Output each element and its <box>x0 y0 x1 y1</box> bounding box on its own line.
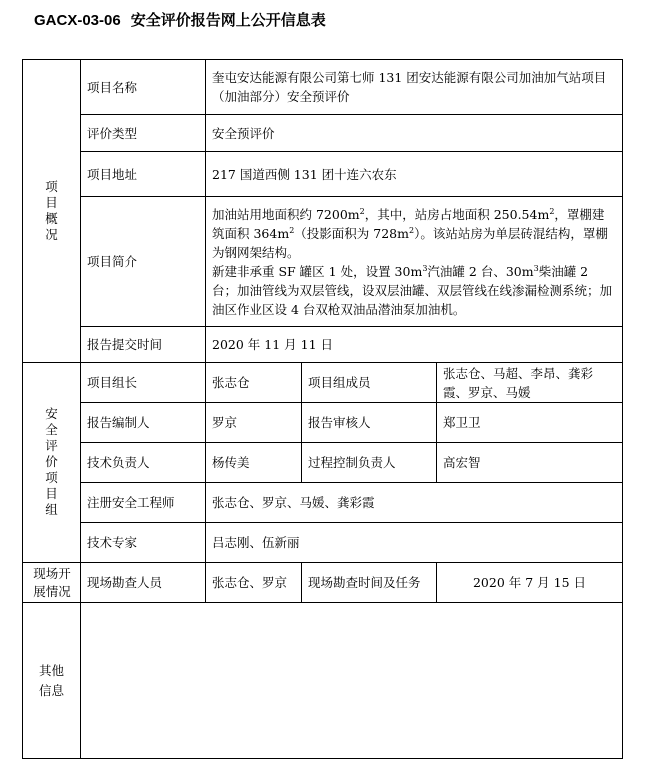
surveyors-label: 现场勘查人员 <box>81 563 206 603</box>
info-table <box>22 59 623 759</box>
editor-value: 罗京 <box>206 403 302 443</box>
project-name-value: 奎屯安达能源有限公司第七师 131 团安达能源有限公司加油加气站项目（加油部分）安全预评价 <box>206 60 623 115</box>
section-team <box>23 363 81 563</box>
intro-label: 项目简介 <box>81 197 206 327</box>
row-submit-time <box>23 327 623 363</box>
reviewer-value: 郑卫卫 <box>437 403 623 443</box>
process-lead-label: 过程控制负责人 <box>302 443 437 483</box>
survey-time-label: 现场勘查时间及任务 <box>302 563 437 603</box>
intro-paragraph-2: 新建非承重 SF 罐区 1 处，设置 $30m^3$汽油罐 2 台、$30m^3$柴油罐 2 台；加油管线为双层管线，设双层油罐、双层管线在线渗漏检测系统；加油区作业区设 4 台双枪双油品潜油泵加油机。 <box>212 263 613 317</box>
section-other-label: 其他信息 <box>38 662 64 698</box>
submit-time-value: 2020 年 11 月 11 日 <box>206 327 623 363</box>
experts-label: 技术专家 <box>81 523 206 563</box>
section-overview <box>23 60 81 363</box>
address-label: 项目地址 <box>81 152 206 197</box>
experts-value: 吕志刚、伍新丽 <box>206 523 623 563</box>
document-title <box>34 8 326 32</box>
section-other <box>23 603 81 759</box>
surveyors-value: 张志仓、罗京 <box>206 563 302 603</box>
process-lead-value: 高宏智 <box>437 443 623 483</box>
row-leader <box>23 363 623 403</box>
section-team-label: 安全评价项目组 <box>45 406 58 517</box>
survey-time-value: 2020 年 7 月 15 日 <box>437 563 623 603</box>
leader-label: 项目组长 <box>81 363 206 403</box>
row-other <box>23 603 623 759</box>
engineers-value: 张志仓、罗京、马媛、龚彩霞 <box>206 483 623 523</box>
leader-value: 张志仓 <box>206 363 302 403</box>
row-intro <box>23 197 623 327</box>
intro-paragraph-1: 加油站用地面积约 $7200m^2$，其中，站房占地面积 $250.54m^2$，罩棚建筑面积 $364m^2$（投影面积为 $728m^2$）。该站站房为单层砖混结构，罩棚为钢网架结构。 <box>212 206 608 260</box>
section-site <box>23 563 81 603</box>
editor-label: 报告编制人 <box>81 403 206 443</box>
row-tech-lead <box>23 443 623 483</box>
row-experts <box>23 523 623 563</box>
document-title-text: 安全评价报告网上公开信息表 <box>130 11 326 29</box>
project-name-label: 项目名称 <box>81 60 206 115</box>
eval-type-label: 评价类型 <box>81 115 206 152</box>
address-value: 217 国道西侧 131 团十连六农东 <box>206 152 623 197</box>
reviewer-label: 报告审核人 <box>302 403 437 443</box>
row-eval-type <box>23 115 623 152</box>
submit-time-label: 报告提交时间 <box>81 327 206 363</box>
tech-lead-value: 杨传美 <box>206 443 302 483</box>
row-engineers <box>23 483 623 523</box>
members-label: 项目组成员 <box>302 363 437 403</box>
row-site <box>23 563 623 603</box>
eval-type-value: 安全预评价 <box>206 115 623 152</box>
row-editor <box>23 403 623 443</box>
intro-value <box>206 197 623 327</box>
section-site-label: 现场开展情况 <box>33 565 71 599</box>
row-project-name <box>23 60 623 115</box>
members-value: 张志仓、马超、李昂、龚彩霞、罗京、马媛 <box>437 363 623 403</box>
other-value <box>81 603 623 759</box>
row-address <box>23 152 623 197</box>
engineers-label: 注册安全工程师 <box>81 483 206 523</box>
section-overview-label: 项目概况 <box>45 178 58 242</box>
document-code: GACX-03-06 <box>34 12 121 29</box>
tech-lead-label: 技术负责人 <box>81 443 206 483</box>
